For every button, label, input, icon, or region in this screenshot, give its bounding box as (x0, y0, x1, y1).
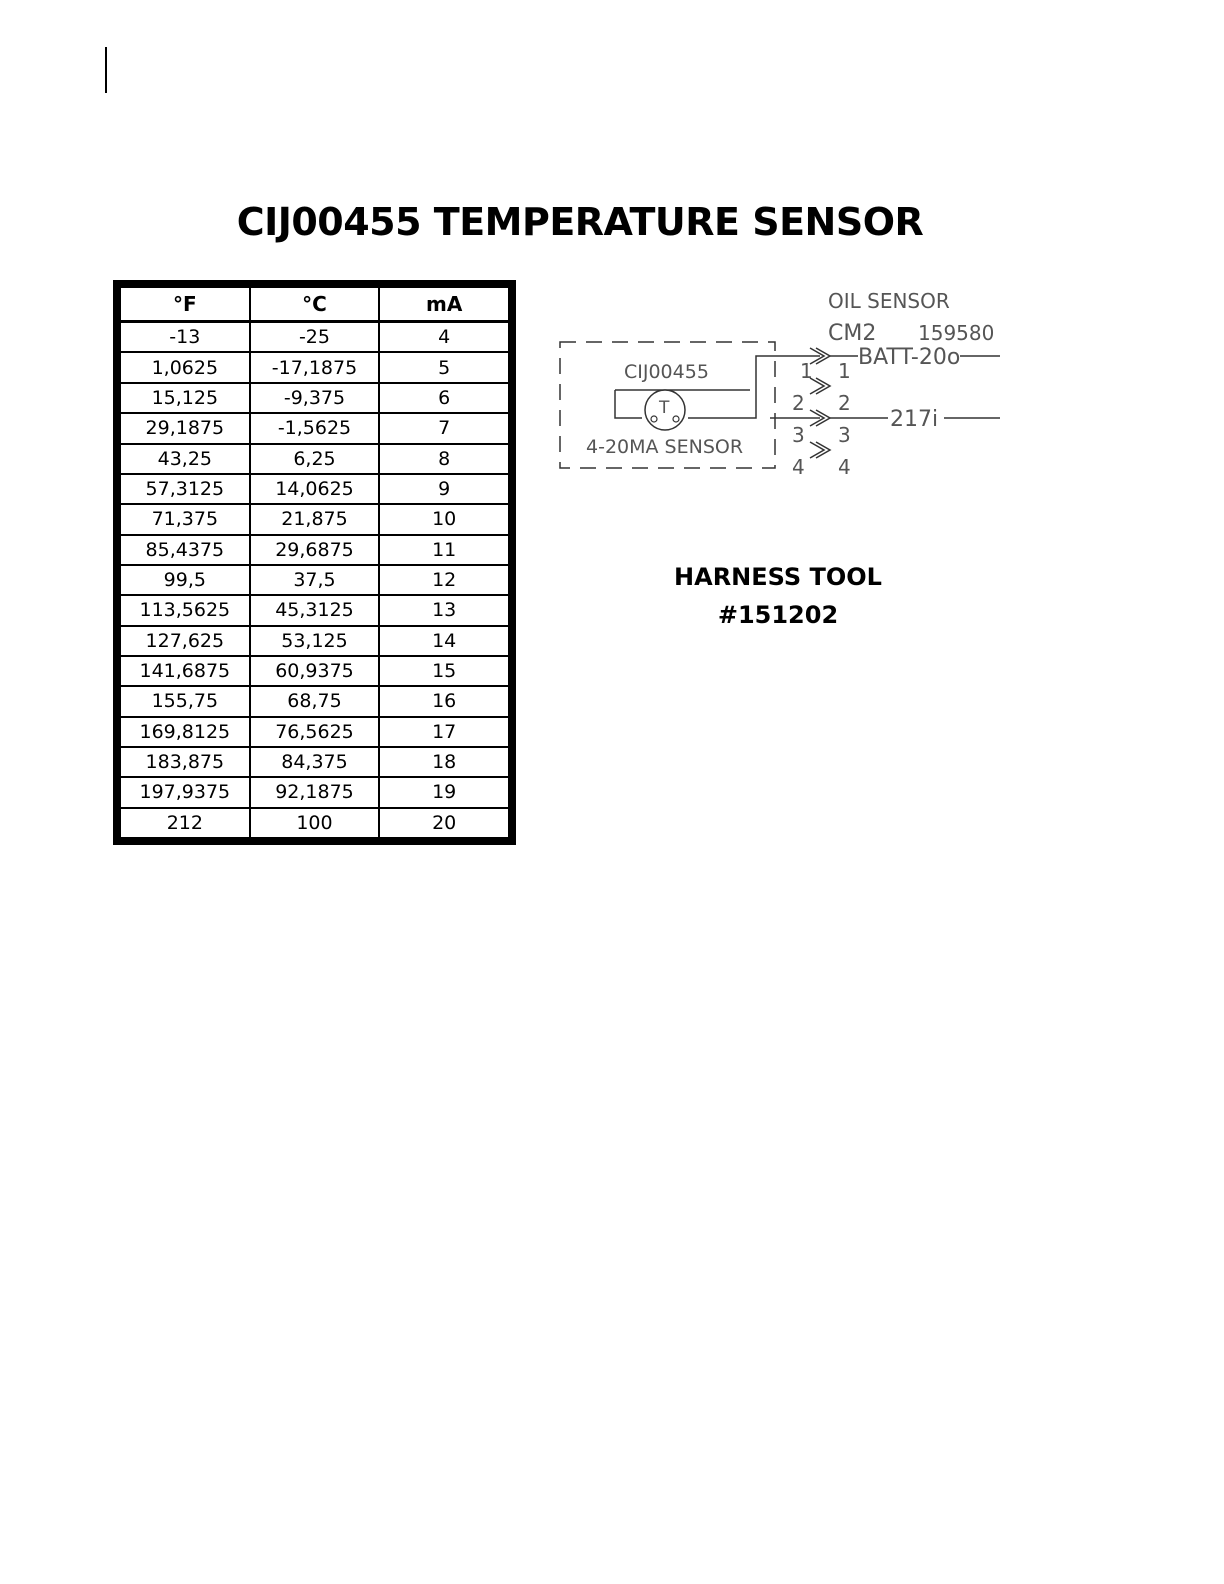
table-row (120, 747, 509, 777)
table-row (120, 626, 509, 656)
cell-celsius: 6,25 (250, 444, 380, 474)
table-row (120, 808, 509, 838)
cell-milliamps: 8 (379, 444, 509, 474)
pin-outer-3: 3 (838, 423, 851, 447)
harness-tool-label (640, 558, 916, 634)
cell-milliamps: 14 (379, 626, 509, 656)
header-celsius: °C (250, 287, 380, 322)
temperature-element-icon (645, 390, 685, 430)
pin-inner-3: 3 (792, 423, 805, 447)
cell-fahrenheit: 29,1875 (120, 413, 250, 443)
cell-fahrenheit: 57,3125 (120, 474, 250, 504)
cell-milliamps: 13 (379, 595, 509, 625)
table-row (120, 322, 509, 353)
sensor-part-label: CIJ00455 (624, 361, 709, 383)
cell-milliamps: 16 (379, 686, 509, 716)
part-number-label: 159580 (918, 321, 995, 345)
cell-milliamps: 17 (379, 717, 509, 747)
cell-milliamps: 12 (379, 565, 509, 595)
sensor-type-label: 4-20MA SENSOR (586, 436, 744, 458)
cell-celsius: 21,875 (250, 504, 380, 534)
cell-milliamps: 4 (379, 322, 509, 353)
cell-fahrenheit: 127,625 (120, 626, 250, 656)
temperature-symbol: T (659, 398, 670, 418)
cell-milliamps: 20 (379, 808, 509, 838)
batt-wire-label: BATT-20o (858, 345, 961, 370)
cell-celsius: 53,125 (250, 626, 380, 656)
table-row (120, 686, 509, 716)
table-body (120, 322, 509, 839)
cell-milliamps: 11 (379, 535, 509, 565)
cell-celsius: 84,375 (250, 747, 380, 777)
cell-fahrenheit: 71,375 (120, 504, 250, 534)
cell-fahrenheit: 43,25 (120, 444, 250, 474)
conversion-table-frame (113, 280, 516, 845)
cell-fahrenheit: 113,5625 (120, 595, 250, 625)
diagram-header-label: OIL SENSOR (828, 289, 950, 313)
cell-fahrenheit: -13 (120, 322, 250, 353)
table-row (120, 565, 509, 595)
signal-wire-label: 217i (890, 407, 939, 432)
cell-celsius: 29,6875 (250, 535, 380, 565)
cell-fahrenheit: 155,75 (120, 686, 250, 716)
table-row (120, 535, 509, 565)
cell-fahrenheit: 1,0625 (120, 352, 250, 382)
connector-label: CM2 (828, 321, 877, 346)
table-row (120, 383, 509, 413)
table-row (120, 474, 509, 504)
table-row (120, 717, 509, 747)
table-row (120, 777, 509, 807)
cell-celsius: -17,1875 (250, 352, 380, 382)
table-header-row (120, 287, 509, 322)
cell-celsius: 14,0625 (250, 474, 380, 504)
cell-milliamps: 18 (379, 747, 509, 777)
table-row (120, 656, 509, 686)
cell-celsius: 37,5 (250, 565, 380, 595)
cell-celsius: 45,3125 (250, 595, 380, 625)
pin-inner-1: 1 (800, 359, 813, 383)
pin-inner-4: 4 (792, 455, 805, 479)
pin-inner-2: 2 (792, 391, 805, 415)
cell-milliamps: 6 (379, 383, 509, 413)
cell-fahrenheit: 99,5 (120, 565, 250, 595)
cell-fahrenheit: 169,8125 (120, 717, 250, 747)
table-row (120, 352, 509, 382)
document-title: CIJ00455 TEMPERATURE SENSOR (236, 200, 924, 244)
table-row (120, 444, 509, 474)
cell-milliamps: 10 (379, 504, 509, 534)
temperature-conversion-table (119, 286, 510, 839)
cell-celsius: 100 (250, 808, 380, 838)
cell-milliamps: 9 (379, 474, 509, 504)
cell-celsius: 68,75 (250, 686, 380, 716)
wiring-diagram (540, 280, 1020, 500)
cell-fahrenheit: 15,125 (120, 383, 250, 413)
cell-milliamps: 15 (379, 656, 509, 686)
header-milliamps: mA (379, 287, 509, 322)
cell-fahrenheit: 85,4375 (120, 535, 250, 565)
harness-tool-number: #151202 (717, 601, 839, 629)
pin-outer-4: 4 (838, 455, 851, 479)
cell-milliamps: 5 (379, 352, 509, 382)
header-fahrenheit: °F (120, 287, 250, 322)
cell-milliamps: 19 (379, 777, 509, 807)
cell-celsius: -1,5625 (250, 413, 380, 443)
cell-fahrenheit: 141,6875 (120, 656, 250, 686)
connector-chevrons (810, 348, 830, 458)
table-row (120, 595, 509, 625)
cell-celsius: -25 (250, 322, 380, 353)
table-row (120, 413, 509, 443)
table-row (120, 504, 509, 534)
pin-outer-2: 2 (838, 391, 851, 415)
cell-fahrenheit: 183,875 (120, 747, 250, 777)
cell-fahrenheit: 212 (120, 808, 250, 838)
cell-celsius: 92,1875 (250, 777, 380, 807)
cell-celsius: 76,5625 (250, 717, 380, 747)
pin-outer-1: 1 (838, 359, 851, 383)
harness-tool-title: HARNESS TOOL (674, 563, 882, 591)
cell-milliamps: 7 (379, 413, 509, 443)
cell-fahrenheit: 197,9375 (120, 777, 250, 807)
margin-change-bar (105, 47, 107, 93)
cell-celsius: -9,375 (250, 383, 380, 413)
cell-celsius: 60,9375 (250, 656, 380, 686)
